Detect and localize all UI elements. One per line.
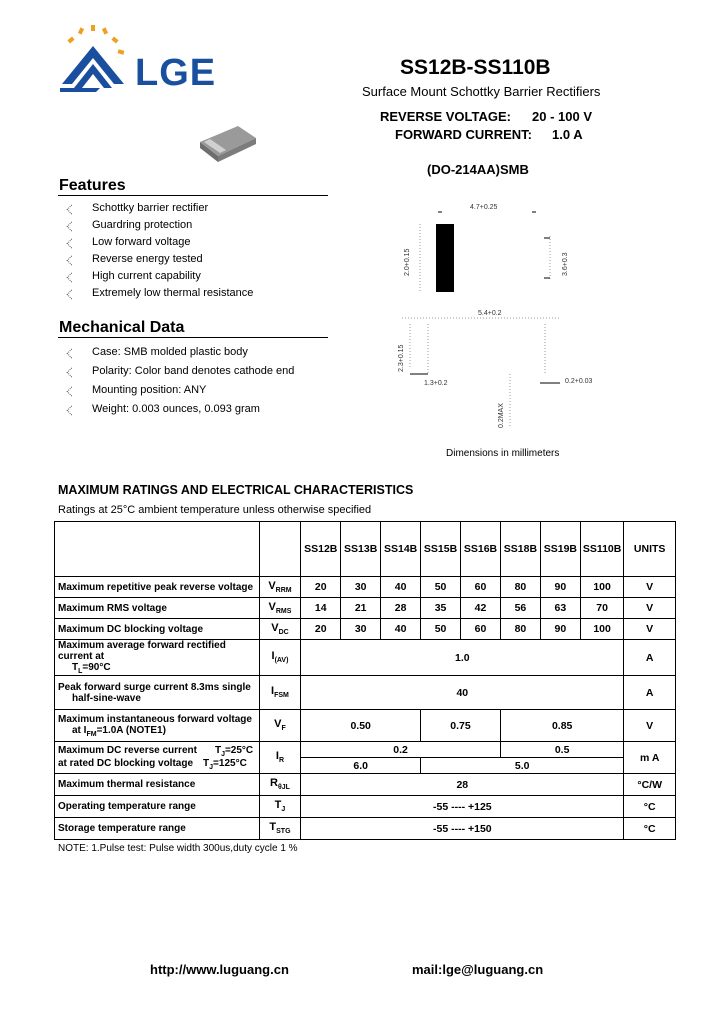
bullet-icon: [66, 289, 76, 299]
part-header: SS15B: [421, 522, 461, 577]
email-link[interactable]: mail:lge@luguang.cn: [412, 962, 544, 977]
table-row: Maximum instantaneous forward voltage at $I_{FM}=1.0A$ (NOTE1) $V_F$ 0.50 0.75 0.85 V: [55, 710, 676, 742]
list-item: Extremely low thermal resistance: [66, 285, 253, 302]
part-header: SS18B: [500, 522, 540, 577]
bullet-icon: [66, 272, 76, 282]
table-row: Storage temperature range $T_{STG}$ -55 ---- +150 °C: [55, 818, 676, 840]
bullet-icon: [66, 204, 76, 214]
table-row: Operating temperature range $T_J$ -55 ---- +125 °C: [55, 796, 676, 818]
dim-left: 2.0+0.15: [404, 248, 411, 276]
forward-current-label: FORWARD CURRENT:: [395, 127, 532, 142]
list-item: High current capability: [66, 268, 253, 285]
drawing-caption: Dimensions in millimeters: [446, 448, 560, 459]
mechanical-title: Mechanical Data: [59, 319, 185, 336]
table-row: Maximum DC reverse current $T_J=25^\circ C$ at rated DC blocking voltage $T_J=125^\circ C$ $I_R$ 0.2 0.5 m A: [55, 742, 676, 758]
dim-height: 2.3+0.15: [398, 344, 405, 372]
list-item: Polarity: Color band denotes cathode end: [66, 362, 294, 381]
ratings-note: Ratings at 25°C ambient temperature unless otherwise specified: [58, 504, 372, 516]
part-number: SS12B-SS110B: [400, 56, 551, 79]
forward-current-value: 1.0 A: [552, 127, 583, 142]
table-row: Maximum thermal resistance $R_{\theta JL}$ 28 °C/W: [55, 774, 676, 796]
part-header: SS110B: [580, 522, 624, 577]
list-item: Low forward voltage: [66, 234, 253, 251]
reverse-voltage-label: REVERSE VOLTAGE:: [380, 109, 511, 124]
footnote: NOTE: 1.Pulse test: Pulse width 300us,duty cycle 1 %: [58, 843, 298, 854]
list-item: Guardring protection: [66, 217, 253, 234]
table-row: Maximum RMS voltage $V_{RMS}$ 14 21 28 35 42 56 63 70 V: [55, 598, 676, 619]
dim-max: 0.2MAX: [498, 403, 505, 428]
list-item: Case: SMB molded plastic body: [66, 343, 294, 362]
mechanical-list: [66, 343, 294, 419]
features-list: [66, 200, 253, 302]
bullet-icon: [66, 348, 76, 358]
bullet-icon: [66, 238, 76, 248]
bullet-icon: [66, 221, 76, 231]
ratings-title: MAXIMUM RATINGS AND ELECTRICAL CHARACTERISTICS: [58, 483, 414, 497]
list-item: Schottky barrier rectifier: [66, 200, 253, 217]
logo: [60, 22, 132, 92]
table-row: Maximum average forward rectified current at $T_L=90^\circ C$ $I_{(AV)}$ 1.0 A: [55, 640, 676, 676]
reverse-voltage-value: 20 - 100 V: [532, 109, 592, 124]
bullet-icon: [66, 255, 76, 265]
package-name: (DO-214AA)SMB: [427, 162, 529, 177]
part-header: SS19B: [540, 522, 580, 577]
list-item: Reverse energy tested: [66, 251, 253, 268]
website-link[interactable]: http://www.luguang.cn: [150, 962, 289, 977]
table-row: Peak forward surge current 8.3ms single half-sine-wave $I_{FSM}$ 40 A: [55, 676, 676, 710]
bullet-icon: [66, 367, 76, 377]
list-item: Weight: 0.003 ounces, 0.093 gram: [66, 400, 294, 419]
features-title: Features: [59, 177, 126, 194]
subtitle: Surface Mount Schottky Barrier Rectifiers: [362, 84, 601, 99]
dim-right: 3.6+0.3: [562, 252, 569, 276]
part-header: SS13B: [341, 522, 381, 577]
list-item: Mounting position: ANY: [66, 381, 294, 400]
table-row: Maximum repetitive peak reverse voltage $V_{RRM}$ 20 30 40 50 60 80 90 100 V: [55, 577, 676, 598]
units-header: UNITS: [624, 522, 676, 577]
logo-text: LGE: [135, 52, 217, 94]
dim-lead: 1.3+0.2: [424, 380, 448, 387]
component-image: [196, 120, 260, 164]
dim-top: 4.7+0.25: [470, 204, 498, 211]
mechanical-divider: [58, 337, 328, 338]
package-outline-drawing: [390, 198, 620, 433]
bullet-icon: [66, 386, 76, 396]
ratings-table: [54, 521, 676, 840]
part-header: SS12B: [301, 522, 341, 577]
part-header: SS14B: [381, 522, 421, 577]
logo-icon: [60, 22, 132, 92]
table-row: 6.0 5.0: [55, 758, 676, 774]
bullet-icon: [66, 405, 76, 415]
table-row: Maximum DC blocking voltage $V_{DC}$ 20 30 40 50 60 80 90 100 V: [55, 619, 676, 640]
table-header-row: [55, 522, 676, 577]
features-divider: [58, 195, 328, 196]
dimension-drawing: [390, 198, 620, 433]
dim-thick: 0.2+0.03: [565, 378, 593, 385]
part-header: SS16B: [461, 522, 501, 577]
dim-width: 5.4+0.2: [478, 310, 502, 317]
